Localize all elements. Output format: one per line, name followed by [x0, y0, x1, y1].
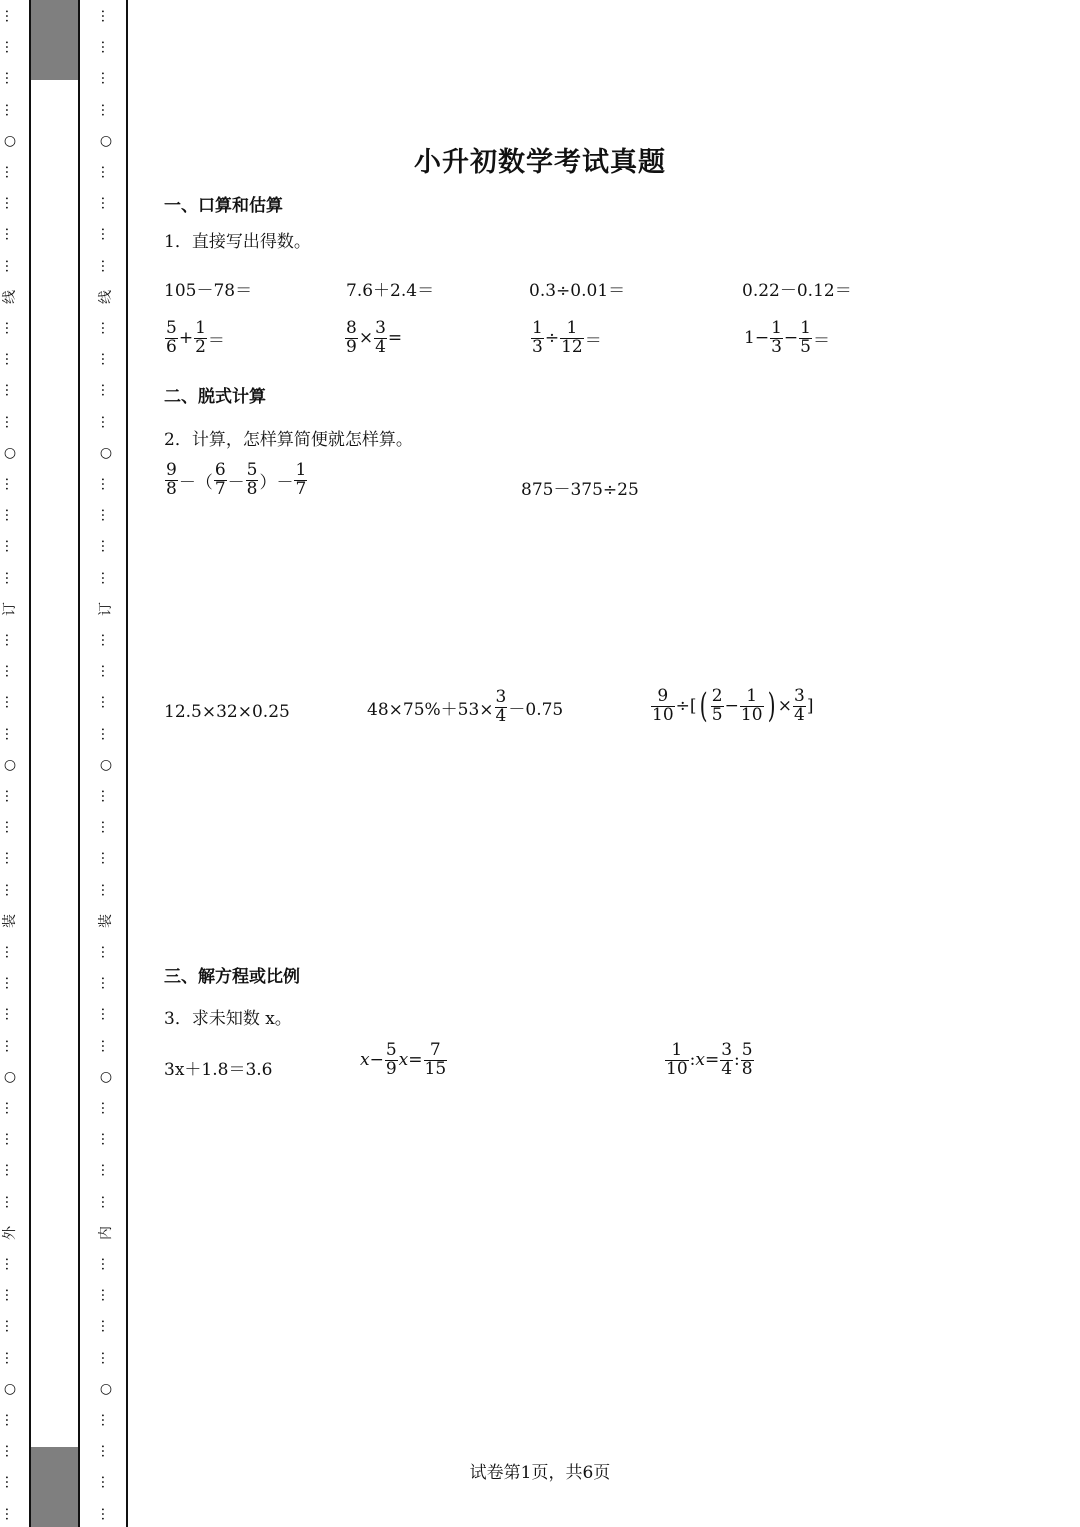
margin-dots: …	[2, 196, 18, 211]
margin-dots: …	[2, 789, 18, 803]
margin-dots: …	[2, 1257, 18, 1271]
margin-dots: …	[2, 1475, 18, 1490]
margin-label: 订	[2, 601, 18, 616]
margin-dots: …	[2, 102, 18, 117]
fraction: $\frac{9}{8}$	[166, 460, 177, 499]
s2-expr3: 12.5×32×0.25	[164, 702, 290, 722]
margin-circle: ○	[99, 1380, 113, 1397]
question2-text: 2．计算，怎样算简便就怎样算。	[164, 430, 413, 450]
fraction: $\frac{1}{10}$	[666, 1040, 688, 1079]
s3-expr3: $\frac{1}{10}$ : x = $\frac{3}{4}$ : $\frac{5}{8}$	[666, 1040, 753, 1079]
margin-dots: …	[98, 352, 114, 367]
s2-expr2: 875－375÷25	[521, 480, 639, 500]
margin-dots: …	[98, 1132, 114, 1147]
fraction: $\frac{3}{4}$	[375, 318, 386, 357]
margin-dots: …	[98, 570, 114, 585]
fraction: $\frac{5}{8}$	[246, 460, 258, 499]
margin-dots: …	[98, 40, 114, 55]
margin-label: 装	[98, 913, 114, 928]
margin-dots: …	[98, 789, 114, 803]
margin-label: 外	[2, 1225, 18, 1240]
margin-label: 订	[98, 601, 114, 616]
margin-dots: …	[98, 477, 114, 491]
margin-dots: …	[2, 352, 18, 367]
fraction: $\frac{5}{9}$	[385, 1040, 397, 1079]
s2-expr1: $\frac{9}{8}$ －（ $\frac{6}{7}$ － $\frac{5}{8}$ ）－ $\frac{1}{7}$	[166, 460, 307, 499]
margin-dots: …	[98, 882, 114, 897]
margin-dots: …	[2, 851, 18, 866]
margin-dots: …	[98, 1007, 114, 1022]
binding-gray-top	[31, 0, 78, 80]
margin-dots: …	[2, 1506, 18, 1521]
margin-dots: …	[2, 945, 18, 959]
fraction: $\frac{1}{3}$	[771, 318, 782, 357]
margin-dots: …	[2, 1319, 18, 1334]
s1-row2-expr1: $\frac{5}{6}$ + $\frac{1}{2}$ ＝	[166, 318, 225, 357]
margin-label: 内	[98, 1225, 114, 1240]
margin-circle: ○	[99, 756, 113, 773]
margin-dots: …	[2, 633, 18, 647]
margin-dots: …	[2, 165, 18, 179]
margin-circle: ○	[3, 1380, 17, 1397]
margin-dots: …	[98, 414, 114, 429]
margin-dots: …	[2, 1007, 18, 1022]
fraction: $\frac{1}{3}$	[532, 318, 543, 357]
margin-label: 线	[98, 289, 114, 304]
margin-dots: …	[2, 726, 18, 741]
margin-dots: …	[98, 258, 114, 273]
section2-heading: 二、脱式计算	[164, 387, 266, 407]
margin-dots: …	[2, 227, 18, 242]
margin-dots: …	[98, 321, 114, 335]
binding-band	[29, 0, 80, 1527]
question3-text: 3．求未知数 x。	[164, 1009, 292, 1029]
margin-dots: …	[98, 165, 114, 179]
question1-text: 1．直接写出得数。	[164, 232, 311, 252]
margin-dots: …	[2, 664, 18, 679]
fraction: $\frac{1}{5}$	[800, 318, 811, 357]
margin-dots: …	[98, 539, 114, 554]
s1-row1-expr2: 7.6＋2.4＝	[346, 281, 435, 301]
margin-dots: …	[2, 71, 18, 86]
section1-heading: 一、口算和估算	[164, 196, 283, 216]
s1-row1-expr4: 0.22－0.12＝	[742, 281, 852, 301]
margin-dots: …	[2, 570, 18, 585]
margin-dots: …	[98, 726, 114, 741]
margin-dots: …	[2, 882, 18, 897]
margin-dots: …	[2, 414, 18, 429]
page-title: 小升初数学考试真题	[414, 147, 666, 178]
fraction: $\frac{3}{4}$	[794, 686, 805, 725]
margin-dots: …	[2, 695, 18, 710]
margin-dots: …	[98, 383, 114, 398]
margin-circle: ○	[3, 132, 17, 149]
margin-dots: …	[98, 508, 114, 523]
s1-row1-expr1: 105－78＝	[164, 281, 253, 301]
margin-rule	[126, 0, 128, 1527]
fraction: $\frac{3}{4}$	[721, 1040, 733, 1079]
margin-dots: …	[98, 1506, 114, 1521]
margin-dots: …	[2, 508, 18, 523]
outer-binding-margin	[0, 0, 20, 1527]
fraction: $\frac{7}{15}$	[424, 1040, 447, 1079]
margin-dots: …	[2, 40, 18, 55]
s3-expr1: 3x＋1.8＝3.6	[164, 1060, 273, 1080]
margin-dots: …	[98, 9, 114, 23]
margin-dots: …	[98, 820, 114, 835]
margin-dots: …	[98, 1163, 114, 1178]
fraction: $\frac{1}{2}$	[195, 318, 206, 357]
inner-binding-margin	[96, 0, 116, 1527]
margin-circle: ○	[99, 444, 113, 461]
margin-dots: …	[98, 102, 114, 117]
margin-dots: …	[2, 9, 18, 23]
margin-dots: …	[2, 477, 18, 491]
fraction: $\frac{8}{9}$	[346, 318, 357, 357]
margin-dots: …	[2, 383, 18, 398]
margin-dots: …	[2, 1038, 18, 1053]
margin-dots: …	[2, 1413, 18, 1427]
fraction: $\frac{1}{12}$	[561, 318, 583, 357]
margin-dots: …	[98, 1413, 114, 1427]
margin-dots: …	[2, 1163, 18, 1178]
margin-dots: …	[98, 71, 114, 86]
margin-circle: ○	[3, 1068, 17, 1085]
margin-dots: …	[2, 1194, 18, 1209]
margin-dots: …	[98, 851, 114, 866]
margin-dots: …	[2, 321, 18, 335]
fraction: $\frac{1}{10}$	[740, 686, 763, 725]
margin-circle: ○	[3, 444, 17, 461]
margin-dots: …	[2, 1288, 18, 1303]
s2-expr5: $\frac{9}{10}$ ÷[ ( $\frac{2}{5}$ − $\frac{1}{10}$ ) × $\frac{3}{4}$ ]	[652, 686, 814, 727]
margin-dots: …	[98, 1257, 114, 1271]
margin-circle: ○	[3, 756, 17, 773]
fraction: $\frac{2}{5}$	[711, 686, 723, 725]
s1-row2-expr2: $\frac{8}{9}$ × $\frac{3}{4}$ =	[346, 318, 403, 357]
margin-dots: …	[98, 1038, 114, 1053]
page-footer: 试卷第1页，共6页	[469, 1463, 611, 1483]
s1-row2-expr4: 1− $\frac{1}{3}$ − $\frac{1}{5}$ ＝	[744, 318, 830, 357]
margin-dots: …	[98, 664, 114, 679]
margin-dots: …	[2, 1350, 18, 1365]
margin-dots: …	[98, 227, 114, 242]
fraction: $\frac{6}{7}$	[214, 460, 226, 499]
margin-dots: …	[98, 695, 114, 710]
margin-label: 线	[2, 289, 18, 304]
fraction: $\frac{3}{4}$	[495, 687, 507, 726]
margin-dots: …	[98, 1288, 114, 1303]
margin-dots: …	[98, 1194, 114, 1209]
margin-dots: …	[98, 633, 114, 647]
margin-dots: …	[98, 1101, 114, 1115]
margin-circle: ○	[99, 1068, 113, 1085]
s1-row1-expr3: 0.3÷0.01＝	[529, 281, 626, 301]
margin-label: 装	[2, 913, 18, 928]
s3-expr2: x − $\frac{5}{9}$ x = $\frac{7}{15}$	[360, 1040, 447, 1079]
s1-row2-expr3: $\frac{1}{3}$ ÷ $\frac{1}{12}$ ＝	[532, 318, 602, 357]
margin-dots: …	[2, 820, 18, 835]
s2-expr4: 48×75%＋53× $\frac{3}{4}$ －0.75	[367, 687, 564, 726]
margin-dots: …	[98, 1475, 114, 1490]
margin-dots: …	[2, 258, 18, 273]
margin-dots: …	[98, 1319, 114, 1334]
fraction: $\frac{5}{6}$	[166, 318, 177, 357]
margin-dots: …	[2, 1444, 18, 1459]
margin-dots: …	[2, 1101, 18, 1115]
margin-dots: …	[98, 976, 114, 991]
section3-heading: 三、解方程或比例	[164, 967, 300, 987]
fraction: $\frac{1}{7}$	[295, 460, 307, 499]
margin-dots: …	[2, 1132, 18, 1147]
margin-dots: …	[2, 976, 18, 991]
margin-circle: ○	[99, 132, 113, 149]
margin-dots: …	[98, 196, 114, 211]
fraction: $\frac{5}{8}$	[741, 1040, 753, 1079]
fraction: $\frac{9}{10}$	[652, 686, 674, 725]
margin-dots: …	[98, 1350, 114, 1365]
margin-dots: …	[98, 1444, 114, 1459]
margin-dots: …	[2, 539, 18, 554]
margin-dots: …	[98, 945, 114, 959]
